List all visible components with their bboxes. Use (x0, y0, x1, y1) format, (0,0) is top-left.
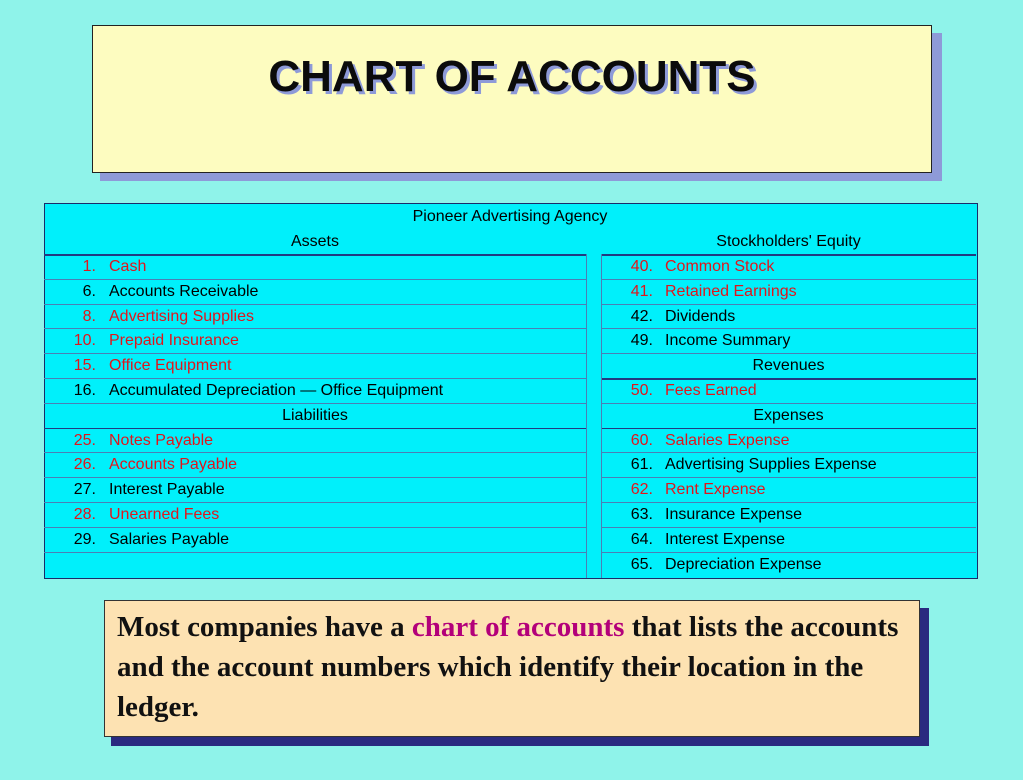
table-rule (44, 279, 586, 280)
account-number: 49. (630, 332, 653, 350)
account-name: Depreciation Expense (665, 555, 822, 573)
account-name: Cash (109, 258, 147, 275)
account-number: 42. (630, 307, 653, 325)
account-number: 6. (82, 282, 96, 300)
account-number: 28. (73, 506, 96, 523)
table-rule (601, 552, 976, 553)
table-rule (601, 403, 976, 404)
account-number: 63. (630, 506, 653, 523)
account-name: Notes Payable (109, 431, 214, 449)
table-rule (601, 328, 976, 329)
account-name: Accumulated Depreciation — Office Equipment (109, 382, 444, 399)
expenses-header: Expenses (753, 406, 824, 424)
account-name: Office Equipment (109, 357, 232, 375)
account-number: 1. (82, 258, 96, 275)
account-number: 26. (73, 456, 96, 474)
assets-header: Assets (290, 233, 339, 250)
account-name: Income Summary (665, 332, 791, 350)
table-rule (44, 452, 586, 453)
account-name: Interest Expense (665, 530, 786, 548)
account-name: Rent Expense (665, 481, 766, 499)
account-number: 61. (630, 456, 653, 474)
liabilities-header: Liabilities (282, 406, 348, 424)
table-rule (44, 403, 586, 404)
account-name: Common Stock (665, 258, 775, 275)
table-rule (601, 279, 976, 280)
account-name: Advertising Supplies Expense (665, 456, 877, 474)
account-name: Interest Payable (109, 481, 225, 499)
table-rule (601, 378, 976, 380)
note-box (104, 600, 920, 737)
account-name: Accounts Payable (109, 456, 238, 474)
table-rule (601, 353, 976, 354)
company-name: Pioneer Advertising Agency (412, 208, 608, 225)
account-number: 41. (630, 282, 653, 300)
column-divider (601, 254, 602, 578)
table-rule (601, 452, 976, 453)
note-text-highlight: chart of accounts (411, 611, 625, 643)
table-rule (44, 527, 586, 528)
account-name: Salaries Expense (665, 431, 790, 449)
page-title: CHART OF ACCOUNTS (268, 52, 756, 101)
table-rule (601, 254, 976, 256)
account-number: 15. (73, 357, 96, 375)
table-rule (44, 552, 586, 553)
table-rule (601, 527, 976, 528)
account-name: Prepaid Insurance (109, 332, 239, 350)
table-rule (44, 304, 586, 305)
account-number: 10. (73, 332, 96, 350)
table-rule (601, 477, 976, 478)
table-rule (44, 328, 586, 329)
account-name: Retained Earnings (665, 282, 797, 300)
table-rule (44, 378, 586, 379)
table-rule (44, 477, 586, 478)
account-number: 8. (82, 307, 96, 325)
equity-header: Stockholders' Equity (716, 233, 861, 250)
account-number: 65. (630, 555, 653, 573)
table-rule (601, 502, 976, 503)
account-number: 27. (73, 481, 96, 499)
account-name: Insurance Expense (665, 506, 802, 523)
account-number: 29. (73, 530, 96, 548)
account-name: Salaries Payable (109, 530, 230, 548)
account-name: Fees Earned (665, 382, 757, 399)
account-number: 25. (73, 431, 96, 449)
note-text (117, 607, 917, 727)
account-name: Accounts Receivable (109, 282, 259, 300)
revenues-header: Revenues (752, 357, 825, 375)
account-number: 64. (630, 530, 653, 548)
table-rule (601, 428, 976, 430)
table-rule (44, 502, 586, 503)
note-text-after: that lists the accounts and the account numbers which identify their location in the ledger. (117, 611, 899, 723)
account-name: Dividends (665, 307, 736, 325)
account-name: Unearned Fees (109, 506, 220, 523)
account-name: Advertising Supplies (109, 307, 254, 325)
account-number: 50. (630, 382, 653, 399)
account-number: 40. (630, 258, 653, 275)
table-rule (44, 353, 586, 354)
table-rule (601, 304, 976, 305)
account-number: 60. (630, 431, 653, 449)
title-box (92, 25, 932, 173)
table-rule (44, 428, 586, 430)
account-number: 16. (73, 382, 96, 399)
account-number: 62. (630, 481, 653, 499)
note-text-before: Most companies have a (117, 611, 412, 643)
column-divider (586, 254, 587, 578)
